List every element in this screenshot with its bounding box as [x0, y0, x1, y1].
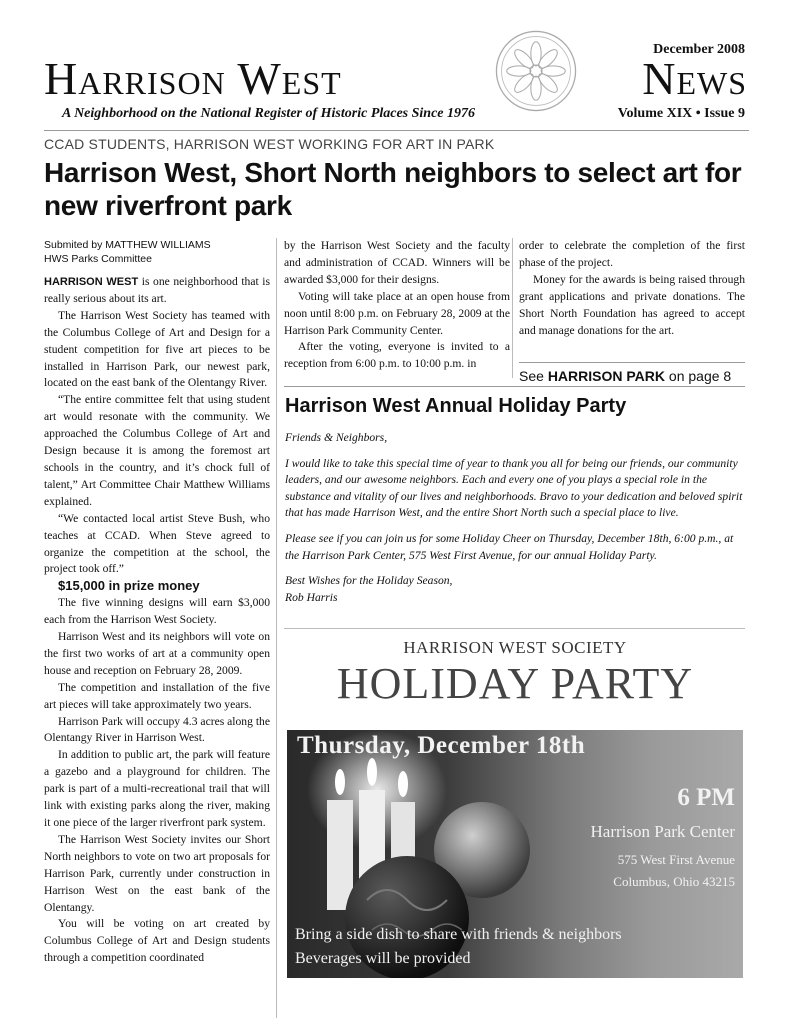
holiday-party-flyer — [287, 638, 743, 978]
byline — [44, 238, 270, 266]
section-rule — [284, 386, 745, 387]
paragraph: The Harrison West Society invites our Short North neighbors to vote on two art proposals for Harrison Park, currently under construction in Harrison West on the east bank of the Olentangy. — [44, 832, 270, 914]
letter-closing-block — [285, 573, 747, 606]
letter-closing: Best Wishes for the Holiday Season, — [285, 574, 453, 588]
continued-section: HARRISON PARK — [547, 368, 666, 384]
paragraph: In addition to public art, the park will feature a gazebo and a playground for children. The park is part of a multi-recreational trail that will link with existing parks along the river, making it one piece of the larger riverfront park system. — [44, 748, 270, 829]
masthead — [44, 36, 749, 132]
continued-suffix: on page 8 — [665, 368, 732, 384]
continued-on-link[interactable] — [519, 362, 745, 384]
masthead-tagline: A Neighborhood on the National Register of Historic Places Since 1976 — [62, 106, 476, 121]
letter-body: I would like to take this special time of year to thank you all for being our friends, our community leaders, and our awesome neighbors. Each and every one of you plays a special role in the substance and vitality of our lives and neighborhoods. Bravo to your dedication and beloved spirit that has made Harrison West, and the entire Short North such a special place to live. — [285, 456, 743, 520]
issue-volume: Volume XIX • Issue 9 — [617, 106, 745, 121]
paragraph: Voting will take place at an open house from noon until 8:00 p.m. on February 28, 2009 at the Harrison Park Community Center. — [284, 289, 510, 337]
paragraph: After the voting, everyone is invited to a reception from 6:00 p.m. to 10:00 p.m. in — [284, 340, 510, 371]
paragraph: order to celebrate the completion of the first phase of the project. — [519, 239, 745, 269]
byline-committee: HWS Parks Committee — [44, 253, 152, 265]
lead-word: HARRISON WEST — [44, 276, 139, 288]
paragraph: The five winning designs will earn $3,000 each from the Harrison West Society. — [44, 596, 270, 627]
article-column-2 — [284, 238, 510, 373]
flyer-venue: Harrison Park Center — [590, 822, 735, 841]
masthead-rule — [44, 130, 749, 131]
paragraph: Harrison Park will occupy 4.3 acres along the Olentangy River in Harrison West. — [44, 714, 270, 745]
flyer-time: 6 PM — [677, 784, 735, 811]
column-divider — [512, 238, 513, 378]
masthead-title-right: News — [642, 53, 747, 104]
flyer-title: HOLIDAY PARTY — [336, 659, 694, 708]
holiday-letter — [285, 430, 747, 606]
flyer-note-beverages: Beverages will be provided — [295, 950, 471, 967]
letter-signature: Rob Harris — [285, 590, 338, 604]
article-headline: Harrison West, Short North neighbors to select art for new riverfront park — [44, 157, 742, 221]
flyer-address-street: 575 West First Avenue — [617, 852, 735, 867]
section-rule — [284, 628, 745, 629]
paragraph — [44, 274, 270, 308]
letter-greeting: Friends & Neighbors, — [285, 431, 388, 444]
paragraph: by the Harrison West Society and the faculty and administration of CCAD. Winners will be awarded $3,000 for their designs. — [284, 239, 510, 286]
paragraph: “We contacted local artist Steve Bush, who teaches at CCAD. When Steve agreed to organize the competition at the school, the project took off.” — [44, 511, 270, 576]
article-kicker: CCAD STUDENTS, HARRISON WEST WORKING FOR ART IN PARK — [44, 136, 495, 152]
column-divider — [276, 238, 277, 1018]
paragraph: The Harrison West Society has teamed with the Columbus College of Art and Design for a student competition for five art pieces to be installed in Harrison Park, our newest park, located on the east bank of the Olentangy River. — [44, 308, 270, 390]
byline-author: Submited by MATTHEW WILLIAMS — [44, 239, 211, 251]
flyer-photo — [287, 730, 743, 978]
holiday-headline: Harrison West Annual Holiday Party — [285, 395, 627, 417]
flyer-society: HARRISON WEST SOCIETY — [403, 638, 627, 657]
issue-date: December 2008 — [653, 42, 745, 57]
flyer-note-dish: Bring a side dish to share with friends & neighbors — [295, 926, 622, 943]
paragraph-text: is one neighborhood that is really serious about its art. — [44, 275, 271, 305]
masthead-title-left: Harrison West — [44, 53, 342, 104]
subheading: $15,000 in prize money — [58, 578, 200, 594]
flyer-address-city: Columbus, Ohio 43215 — [613, 874, 735, 889]
paragraph: You will be voting on art created by Columbus College of Art and Design students through a competition coordinated — [44, 917, 270, 965]
paragraph: “The entire committee felt that using student art would resonate with the community. We approached the Columbus College of Art and Design because it is among the foremost art schools in the country, and it’s chock full of talent,” Art Committee Chair Matthew Williams explained. — [44, 393, 270, 508]
paragraph: Harrison West and its neighbors will vote on the first two works of art at a community open house and reception on February 28, 2009. — [44, 630, 270, 677]
article-column-1 — [44, 238, 270, 967]
paragraph: The competition and installation of the five art pieces will take approximately two years. — [44, 680, 270, 711]
continued-prefix: See — [519, 368, 548, 384]
paragraph: Money for the awards is being raised through grant applications and private donations. The Short North Foundation has agreed to accept and manage donations for the art. — [519, 272, 745, 337]
rosette-emblem-icon — [493, 28, 579, 114]
article-column-3 — [519, 238, 745, 339]
flyer-date: Thursday, December 18th — [297, 732, 586, 759]
letter-body: Please see if you can join us for some Holiday Cheer on Thursday, December 18th, 6:00 p.m., at the Harrison Park Center, 575 West First Avenue, for our annual Holiday Party. — [285, 531, 734, 562]
